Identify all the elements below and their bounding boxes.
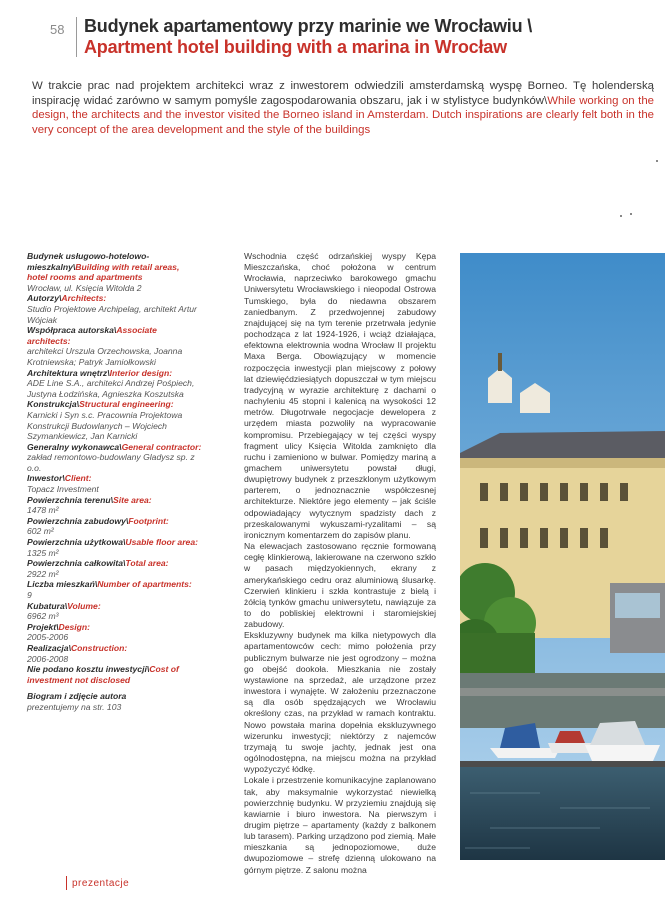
decorative-dot (630, 213, 632, 215)
credit-value: 602 m² (27, 526, 54, 537)
decorative-dot (656, 160, 658, 162)
credit-label-english: Site area: (112, 494, 152, 505)
article-body (244, 251, 436, 876)
credit-value: 1325 m² (27, 547, 59, 558)
credit-label-english: Total area: (125, 558, 169, 569)
decorative-dot (620, 215, 622, 217)
body-paragraph: Wschodnia część odrzańskiej wyspy Kępa Mieszczańska, choć położona w centrum Wrocławia, naprzeciwko barokowego gmachu Uniwersytetu Wrocławskiego i nieopodal Ostrowa Tumskiego, była do niedawna obszarem zaniedbanym. Z przedwojennej zabudowy znajdującej się na tym terenie przetrwała jedynie pochodząca z lat 1924-1926, i wciąż działająca, efektowna elektrownia wodna Wrocław II projektu Maxa Berga. Obowiązujący w momencie rozpoczęcia inwestycji plan miejscowy z połowy lat dziewięćdziesiątych dopuszczał w tym miejscu tradycyjną w wyrazie architekturę z dachami o nachyleniu 45 stopni i kalenicą na wysokości 12 metrów. Długotrwałe negocjacje dewelopera z urzędem miasta pozwoliły na wypracowanie kompromisu. Przebiegający w tej części wyspy fragment ulicy Księcia Witolda zamknięto dla ruchu i zamieniono w bulwar. Pomiędzy mariną a gmachem uniwersytetu powstał długi, dwupiętrowy budynek z przeszklonym użytkowym parterem, o jednoznacznie współczesnej architekturze. Niektóre jego elementy – jak ściśle odpowiadający wytycznym spadzisty dach z przeskalowanymi wykuszami-ryzalitami – są ironicznym komentarzem do zapisów planu. (244, 251, 436, 540)
credit-label-polish: Konstrukcja\ (27, 399, 80, 410)
project-credits (27, 251, 202, 713)
credit-value: 1478 m² (27, 505, 59, 516)
credit-label-english: Number of apartments: (97, 579, 192, 590)
credit-label (27, 643, 202, 654)
credit-label (27, 399, 202, 410)
credit-label-english: Footprint: (128, 515, 169, 526)
credit-label-english: Volume: (67, 600, 101, 611)
footer-rule (66, 876, 67, 890)
credit-label-polish: Projekt\ (27, 621, 59, 632)
credit-label-polish: Liczba mieszkań\ (27, 579, 98, 590)
credit-label-polish: Kubatura\ (27, 600, 68, 611)
credit-value: 6962 m³ (27, 611, 59, 622)
credit-label-english: Interior design: (109, 367, 173, 378)
lead-english: While working on the design, the architects and the investor visited the Borneo island in Amsterdam. Dutch inspirations are clearly felt both in the very concept of the area development and the style of the buildings (32, 94, 654, 136)
credit-value: Wrocław, ul. Księcia Witolda 2 (27, 282, 142, 293)
credit-label (27, 537, 202, 548)
credit-value: 2005-2006 (27, 632, 69, 643)
credit-value: 9 (27, 590, 32, 600)
footer-section-label: prezentacje (72, 878, 130, 889)
title-english: Apartment hotel building with a marina in Wrocław (84, 37, 507, 57)
title-divider (76, 17, 77, 57)
credit-label-english: Architects: (61, 293, 107, 304)
credit-label (27, 473, 202, 484)
credit-label (27, 495, 202, 506)
body-paragraph: Lokale i przestrzenie komunikacyjne zaplanowano tak, aby maksymalnie wykorzystać niewielką powierzchnię budynku. W przyziemiu znajdują się kawiarnie i biuro inwestora. Na pierwszym i drugim piętrze – apartamenty (każdy z balkonem lub tarasem). Parking urządzono pod ziemią. Małe mieszkania są jednopoziomowe, duże dwupoziomowe – strefę dzienną ulokowano na górnym piętrze. Z salonu można (244, 775, 436, 875)
credit-value: ADE Line S.A., architekci Andrzej Pośpiech, Justyna Łodzińska, Agnieszka Koszutska (27, 378, 195, 399)
credit-label-polish: Powierzchnia terenu\ (27, 494, 113, 505)
marina-photo (460, 253, 665, 860)
credit-value: Studio Projektowe Archipelag, architekt Artur Wójciak (27, 303, 197, 325)
credit-label (27, 664, 202, 685)
credit-label-polish: Nie podano kosztu inwestycji\ (27, 664, 150, 675)
credit-label-english: Design: (58, 621, 91, 632)
credit-value: 2922 m² (27, 568, 59, 579)
credit-value: Topacz Investment (27, 484, 99, 495)
credit-label (27, 622, 202, 633)
credit-label-english: Usable floor area: (125, 537, 198, 548)
credit-label (27, 516, 202, 527)
credit-value: architekci Urszula Orzechowska, Joanna Krotniewska; Patryk Jamiołkowski (27, 346, 183, 367)
credit-label-english: Structural engineering: (79, 399, 174, 410)
credit-label-english: Client: (64, 473, 92, 484)
page-number: 58 (50, 22, 65, 37)
credit-label (27, 325, 202, 346)
credit-label-english: Associate architects: (27, 325, 157, 346)
credit-label-polish: Powierzchnia zabudowy\ (27, 515, 129, 526)
credit-label (27, 251, 202, 283)
body-paragraph: Ekskluzywny budynek ma kilka nietypowych dla apartamentowców cech: mimo położenia przy publicznym bulwarze nie jest ogrodzony – można go obejść dookoła. Mieszkania nie zostały wystawione na sprzedaż, ale urządzone przez inwestora i wynajęte. W założeniu przeznaczone są dla osób spędzających we Wrocławiu określony czas, na przykład w ramach kontraktu. Nowo powstała marina dopełnia ekskluzywnego wizerunku inwestycji; niektórzy z najemców trzymają tu swoje jachty, jednak jest ona ogólnodostępna, na miejscu można na przykład wypożyczyć łódkę. (244, 630, 436, 775)
credit-label-english: Building with retail areas, hotel rooms and apartments (27, 261, 180, 283)
credit-label-polish: Architektura wnętrz\ (27, 367, 110, 378)
credit-label-english: General contractor: (121, 441, 202, 452)
credit-label-english: Cost of investment not disclosed (27, 664, 179, 685)
credit-label (27, 558, 202, 569)
credit-label-polish: Generalny wykonawca\ (27, 441, 122, 452)
lead-paragraph (32, 79, 654, 137)
credit-value: 2006-2008 (27, 653, 69, 664)
credit-label-polish: Inwestor\ (27, 473, 65, 484)
bio-label: Biogram i zdjęcie autora (27, 691, 127, 702)
credit-value: zakład remontowo-budowlany Gladysz sp. z o.o. (27, 452, 195, 473)
credit-label-polish: Powierzchnia użytkowa\ (27, 537, 126, 548)
credit-label-polish: Powierzchnia całkowita\ (27, 558, 126, 569)
credit-label (27, 601, 202, 612)
bio-value: prezentujemy na str. 103 (27, 701, 122, 712)
credit-label-polish: Budynek usługowo-hotelowo-mieszkalny\ (27, 251, 150, 272)
credit-label-english: Construction: (70, 642, 128, 653)
credit-value: Karnicki i Syn s.c. Pracownia Projektowa Konstrukcji Budowlanych – Wojciech Szymankiewicz, Jan Karnicki (27, 409, 183, 442)
credit-label-polish: Autorzy\ (27, 293, 62, 304)
credit-label-polish: Realizacja\ (27, 642, 71, 653)
credit-label-polish: Współpraca autorska\ (27, 325, 117, 336)
lead-polish: W trakcie prac nad projektem architekci wraz z inwestorem odwiedzili amsterdamską wyspę Borneo. Tę holenderską inspirację widać zarówno w samym pomyśle zagospodarowania obszaru, jak i w stylistyce budynków\ (32, 80, 654, 107)
body-paragraph: Na elewacjach zastosowano ręcznie formowaną cegłę klinkierową, lakierowane na czerwono szkło w pasach międzyokiennych, ekrany z amerykańskiego cedru oraz aluminiową ślusarkę. Czerwień klinkieru i szkła kontrastuje z bielą i żółcią tynków gmachu uniwersytetu, nawiązuje za to do pobliskiej elektrowni i staromiejskiej zabudowy. (244, 541, 436, 630)
title-polish: Budynek apartamentowy przy marinie we Wrocławiu \ (84, 16, 532, 36)
credit-label (27, 368, 202, 379)
credit-label (27, 442, 202, 453)
credit-label (27, 579, 202, 590)
apartment-building (610, 583, 665, 653)
credit-label (27, 293, 202, 304)
